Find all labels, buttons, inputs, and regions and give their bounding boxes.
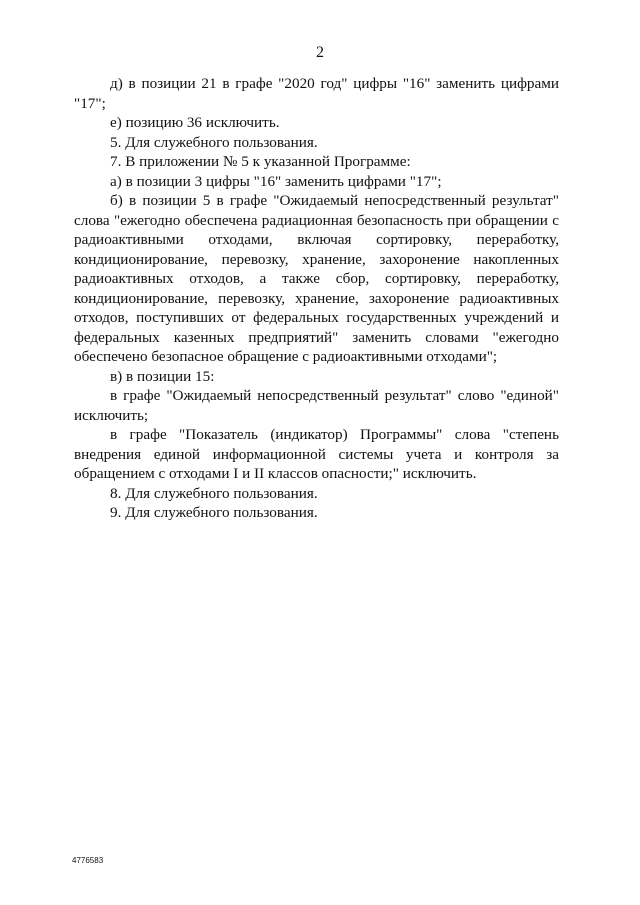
paragraph-program-indicator: в графе "Показатель (индикатор) Программы" слова "степень внедрения единой информационной системы учета и контроля за обращением с отходами I и II классов опасности;" исключить.	[74, 426, 559, 482]
paragraph-a-position-3: а) в позиции 3 цифры "16" заменить цифрами "17";	[110, 172, 442, 190]
paragraph-e-position-36: е) позицию 36 исключить.	[110, 114, 280, 131]
document-body	[74, 74, 559, 523]
paragraph-item-5: 5. Для служебного пользования.	[110, 133, 318, 151]
page-number: 2	[316, 44, 324, 61]
paragraph-v-position-15: в) в позиции 15:	[110, 367, 215, 385]
paragraph-b-position-5: б) в позиции 5 в графе "Ожидаемый непосредственный результат" слова "ежегодно обеспечена радиационная безопасность при обращении с радиоактивными отходами, включая сортировку, переработку, кондиционирование, перевозку, хранение, захоронение накопленных радиоактивных отходов, а также сбор, сортировку, переработку, кондиционирование, перевозку, хранение, захоронение радиоактивных отходов, поступивших от федеральных государственных учреждений и федеральных казенных предприятий" заменить словами "ежегодно обеспечено безопасное обращение с радиоактивными отходами";	[74, 192, 559, 365]
paragraph-d-position-21: д) в позиции 21 в графе "2020 год" цифры "16" заменить цифрами "17";	[74, 75, 559, 112]
paragraph-expected-result: в графе "Ожидаемый непосредственный результат" слово "единой" исключить;	[74, 387, 559, 424]
document-code: 4776583	[72, 856, 104, 865]
paragraph-item-7: 7. В приложении № 5 к указанной Программе:	[110, 153, 411, 170]
paragraph-item-9: 9. Для служебного пользования.	[110, 504, 318, 521]
paragraph-item-8: 8. Для служебного пользования.	[110, 484, 318, 502]
